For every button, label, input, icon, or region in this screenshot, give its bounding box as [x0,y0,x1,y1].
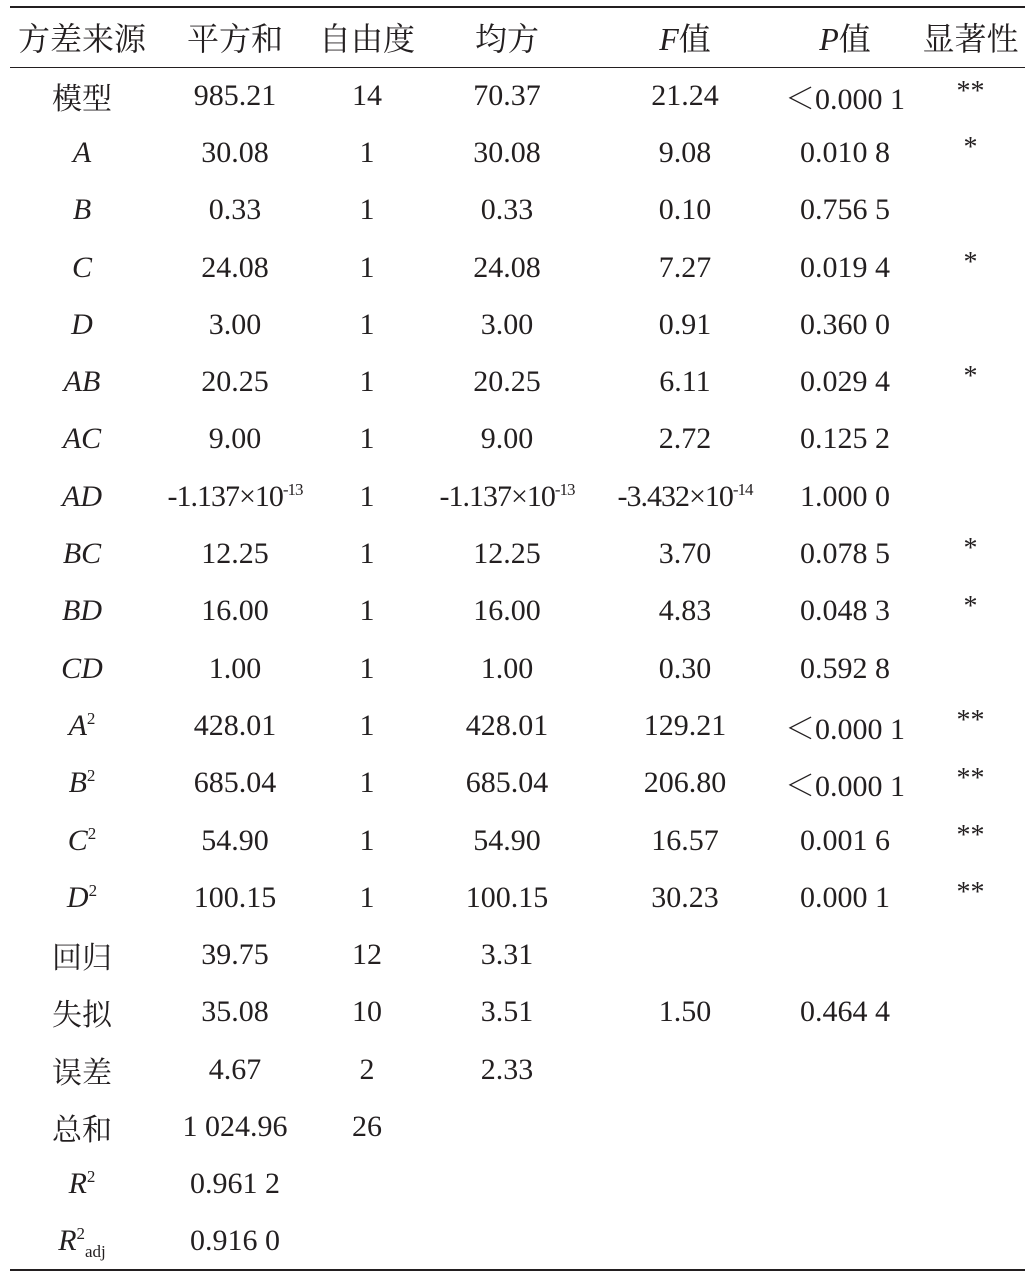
source-label: C [71,250,92,284]
cell-mean-square-value: -1.137×10 [439,479,555,513]
cell-p-value: 0.125 2 [800,422,890,456]
cell-source [10,468,154,525]
cell-mean-square-value: 3.51 [480,995,534,1029]
cell-df: 1 [359,250,375,284]
cell-sum-of-squares-value: 20.25 [201,365,269,399]
cell-sum-of-squares-value: 1 024.96 [182,1109,288,1143]
cell-f-value [596,296,774,353]
cell-df: 2 [359,1052,375,1086]
cell-p-value [774,1041,916,1098]
cell-mean-square-value: 20.25 [473,365,541,399]
cell-p-value: 0.000 1 [800,880,890,914]
source-superscript: 2 [86,766,96,786]
cell-f-value-value: 0.30 [658,651,712,685]
cell-mean-square-value: 70.37 [473,78,541,112]
cell-significance: * [963,590,978,622]
table-row [10,353,1025,410]
cell-sum-of-squares [154,182,316,239]
source-superscript: 2 [86,708,96,728]
cell-p-value: 0.756 5 [800,193,890,227]
cell-mean-square [418,525,596,582]
table-row [10,1041,1025,1098]
table-row [10,640,1025,697]
source-label: R [68,1167,87,1201]
cell-sum-of-squares-value: 0.33 [208,193,262,227]
table-row [10,697,1025,754]
cell-sum-of-squares [154,812,316,869]
cell-source [10,1213,154,1270]
cell-df: 1 [359,307,375,341]
cell-significance [916,411,1025,468]
source-superscript: 2 [87,823,97,843]
cell-f-value-value: -3.432×10 [617,479,733,513]
source-label: BC [62,537,102,571]
cell-significance [916,640,1025,697]
cell-p-value: ＜0.000 1 [785,770,905,804]
cell-f-value [596,67,774,124]
cell-mean-square-value: 24.08 [473,250,541,284]
cell-mean-square-value: 0.33 [480,193,534,227]
cell-sum-of-squares [154,640,316,697]
header-label: 均方 [474,21,539,58]
cell-source [10,296,154,353]
cell-p-value: 0.048 3 [800,594,890,628]
table-row [10,583,1025,640]
cell-df: 1 [359,708,375,742]
cell-source [10,67,154,124]
anova-table [10,6,1025,1271]
source-label: 误差 [52,1056,112,1090]
cell-mean-square [418,984,596,1041]
cell-df: 10 [352,995,382,1029]
cell-mean-square [418,296,596,353]
cell-df: 1 [359,135,375,169]
cell-mean-square-value: 428.01 [465,708,549,742]
cell-significance: * [963,533,978,565]
cell-sum-of-squares-value: -1.137×10 [167,479,283,513]
source-superscript: 2 [86,1167,96,1187]
header-symbol: P [819,21,839,58]
table-row [10,869,1025,926]
cell-significance [916,296,1025,353]
cell-f-value-value: 21.24 [651,78,719,112]
cell-significance: ** [956,877,985,909]
cell-f-value [596,640,774,697]
cell-df [316,1213,418,1270]
source-superscript: 2 [76,1224,86,1244]
cell-significance: * [963,361,978,393]
source-label: 总和 [52,1113,112,1147]
cell-sum-of-squares-value: 428.01 [193,708,277,742]
cell-df: 1 [359,651,375,685]
cell-source [10,640,154,697]
cell-mean-square-value: 685.04 [465,766,549,800]
cell-f-value [596,755,774,812]
cell-sum-of-squares [154,296,316,353]
cell-sum-of-squares-value: 100.15 [193,880,277,914]
source-label: AB [63,365,101,399]
table-row [10,239,1025,296]
table-row [10,296,1025,353]
cell-significance: ** [956,819,985,851]
cell-significance [916,1098,1025,1155]
cell-df: 1 [359,365,375,399]
cell-sum-of-squares [154,353,316,410]
source-label: A [72,135,92,169]
cell-source [10,755,154,812]
table-row [10,468,1025,525]
source-label: A [68,708,87,742]
cell-source [10,926,154,983]
cell-mean-square [418,869,596,926]
source-label: 失拟 [52,999,112,1033]
table-row [10,755,1025,812]
cell-significance: * [963,246,978,278]
cell-sum-of-squares [154,697,316,754]
cell-mean-square-value: 3.31 [480,938,534,972]
cell-significance [916,926,1025,983]
cell-significance [916,468,1025,525]
source-superscript: 2 [88,880,98,900]
cell-f-value-value: 0.91 [658,307,712,341]
cell-p-value: ＜0.000 1 [785,82,905,116]
cell-p-value: ＜0.000 1 [785,712,905,746]
cell-f-value [596,583,774,640]
cell-f-value-value: 30.23 [651,880,719,914]
cell-f-value-value: 206.80 [643,766,727,800]
cell-significance: ** [956,762,985,794]
cell-df [316,1156,418,1213]
cell-f-value [596,182,774,239]
cell-sum-of-squares-value: 4.67 [208,1052,262,1086]
cell-df: 1 [359,880,375,914]
cell-sum-of-squares [154,239,316,296]
cell-f-value [596,869,774,926]
cell-mean-square [418,239,596,296]
source-label: AC [62,422,102,456]
cell-mean-square [418,640,596,697]
cell-mean-square [418,697,596,754]
table-row [10,67,1025,124]
cell-mean-square [418,1156,596,1213]
cell-significance [916,1156,1025,1213]
cell-sum-of-squares [154,984,316,1041]
cell-mean-square [418,1041,596,1098]
cell-mean-square-value: 12.25 [473,537,541,571]
source-label: D [71,307,93,341]
cell-mean-square-exponent: -13 [554,479,575,499]
header-f-value [596,7,774,67]
cell-sum-of-squares-value: 16.00 [201,594,269,628]
cell-p-value: 0.019 4 [800,250,890,284]
header-df [316,7,418,67]
cell-f-value-value: 1.50 [658,995,712,1029]
cell-df: 1 [359,766,375,800]
table-row [10,525,1025,582]
source-label: B [72,193,92,227]
cell-sum-of-squares [154,583,316,640]
source-label: D [66,880,89,914]
cell-mean-square-value: 9.00 [480,422,534,456]
cell-p-value [774,926,916,983]
cell-source [10,239,154,296]
cell-sum-of-squares-value: 985.21 [193,78,277,112]
cell-sum-of-squares-value: 3.00 [208,307,262,341]
cell-sum-of-squares-value: 39.75 [201,938,269,972]
cell-f-value-value: 7.27 [658,250,712,284]
cell-source [10,984,154,1041]
cell-mean-square-value: 2.33 [480,1052,534,1086]
cell-p-value: 0.360 0 [800,307,890,341]
cell-f-value [596,812,774,869]
cell-sum-of-squares-value: 0.961 2 [190,1167,280,1201]
cell-p-value: 1.000 0 [800,479,890,513]
cell-significance [916,1213,1025,1270]
cell-p-value [774,1098,916,1155]
cell-mean-square [418,812,596,869]
header-label: 值 [678,21,711,58]
cell-p-value: 0.001 6 [800,823,890,857]
header-significance [916,7,1025,67]
header-symbol: F [659,21,679,58]
source-label: R [58,1224,77,1258]
cell-p-value: 0.592 8 [800,651,890,685]
cell-mean-square-value: 1.00 [480,651,534,685]
cell-f-value [596,1156,774,1213]
table-row [10,984,1025,1041]
header-label: 自由度 [318,21,415,58]
cell-f-value [596,411,774,468]
cell-f-value [596,124,774,181]
cell-sum-of-squares [154,525,316,582]
cell-mean-square [418,926,596,983]
cell-mean-square [418,1213,596,1270]
table-row [10,926,1025,983]
cell-sum-of-squares [154,67,316,124]
cell-source [10,812,154,869]
source-label: CD [61,651,103,685]
table-row [10,1213,1025,1270]
cell-significance: ** [956,75,985,107]
cell-sum-of-squares-value: 24.08 [201,250,269,284]
cell-df: 1 [359,193,375,227]
cell-source [10,124,154,181]
cell-significance [916,182,1025,239]
cell-source [10,1156,154,1213]
source-label: 模型 [52,82,112,116]
cell-source [10,1041,154,1098]
cell-sum-of-squares [154,124,316,181]
cell-p-value: 0.010 8 [800,135,890,169]
cell-sum-of-squares [154,1041,316,1098]
cell-sum-of-squares [154,926,316,983]
cell-df: 1 [359,537,375,571]
cell-p-value: 0.029 4 [800,365,890,399]
source-label: B [68,766,87,800]
cell-sum-of-squares-value: 30.08 [201,135,269,169]
cell-f-value [596,697,774,754]
cell-p-value: 0.464 4 [800,995,890,1029]
table-row [10,411,1025,468]
cell-mean-square [418,755,596,812]
source-label: 回归 [52,942,112,976]
cell-f-value [596,239,774,296]
cell-sum-of-squares [154,411,316,468]
cell-mean-square [418,124,596,181]
cell-f-value [596,353,774,410]
cell-mean-square-value: 3.00 [480,307,534,341]
header-mean-square [418,7,596,67]
cell-sum-of-squares-value: 9.00 [208,422,262,456]
header-sum-of-squares [154,7,316,67]
cell-source [10,1098,154,1155]
cell-f-value-value: 3.70 [658,537,712,571]
header-label: 平方和 [186,21,283,58]
cell-significance [916,1041,1025,1098]
source-label: C [67,823,88,857]
cell-sum-of-squares [154,869,316,926]
cell-mean-square [418,1098,596,1155]
header-p-value [774,7,916,67]
header-label: 值 [838,21,871,58]
cell-f-value-value: 4.83 [658,594,712,628]
cell-mean-square [418,353,596,410]
cell-significance [916,984,1025,1041]
cell-sum-of-squares-value: 12.25 [201,537,269,571]
table-row [10,1156,1025,1213]
cell-f-value [596,525,774,582]
cell-mean-square-value: 16.00 [473,594,541,628]
table-row [10,1098,1025,1155]
cell-source [10,353,154,410]
cell-f-value [596,1213,774,1270]
cell-f-value [596,1041,774,1098]
cell-mean-square [418,468,596,525]
cell-f-value-value: 9.08 [658,135,712,169]
cell-mean-square-value: 54.90 [473,823,541,857]
cell-df: 26 [352,1109,382,1143]
cell-source [10,411,154,468]
cell-df: 14 [352,78,382,112]
source-label: AD [62,479,102,513]
cell-source [10,583,154,640]
cell-f-value [596,926,774,983]
cell-sum-of-squares-value: 685.04 [193,766,277,800]
header-label: 方差来源 [17,21,146,58]
cell-f-value-value: 129.21 [643,708,727,742]
source-label: BD [62,594,102,628]
cell-p-value [774,1213,916,1270]
header-label: 显著性 [922,21,1019,58]
cell-df: 1 [359,422,375,456]
cell-df: 1 [359,823,375,857]
cell-sum-of-squares [154,755,316,812]
cell-mean-square [418,182,596,239]
cell-df: 12 [352,938,382,972]
cell-source [10,697,154,754]
cell-p-value: 0.078 5 [800,537,890,571]
header-source [10,7,154,67]
cell-df: 1 [359,479,375,513]
cell-f-value-value: 2.72 [658,422,712,456]
cell-f-value [596,468,774,525]
cell-sum-of-squares-value: 1.00 [208,651,262,685]
cell-f-value-value: 16.57 [651,823,719,857]
cell-f-value-exponent: -14 [732,479,753,499]
table-row [10,182,1025,239]
cell-source [10,869,154,926]
cell-sum-of-squares-value: 35.08 [201,995,269,1029]
cell-sum-of-squares [154,1098,316,1155]
cell-mean-square [418,583,596,640]
cell-mean-square [418,67,596,124]
cell-significance: * [963,132,978,164]
cell-f-value [596,984,774,1041]
cell-f-value-value: 6.11 [659,365,711,399]
cell-source [10,525,154,582]
cell-sum-of-squares-value: 54.90 [201,823,269,857]
cell-f-value [596,1098,774,1155]
cell-source [10,182,154,239]
cell-mean-square-value: 30.08 [473,135,541,169]
table-row [10,124,1025,181]
cell-f-value-value: 0.10 [658,193,712,227]
cell-mean-square-value: 100.15 [465,880,549,914]
cell-sum-of-squares [154,468,316,525]
table-row [10,812,1025,869]
cell-significance: ** [956,705,985,737]
cell-sum-of-squares [154,1156,316,1213]
cell-mean-square [418,411,596,468]
cell-df: 1 [359,594,375,628]
cell-sum-of-squares-exponent: -13 [282,479,303,499]
cell-p-value [774,1156,916,1213]
cell-sum-of-squares [154,1213,316,1270]
source-subscript: adj [85,1242,106,1262]
cell-sum-of-squares-value: 0.916 0 [190,1224,280,1258]
table-body [10,67,1025,1270]
header-row [10,7,1025,67]
